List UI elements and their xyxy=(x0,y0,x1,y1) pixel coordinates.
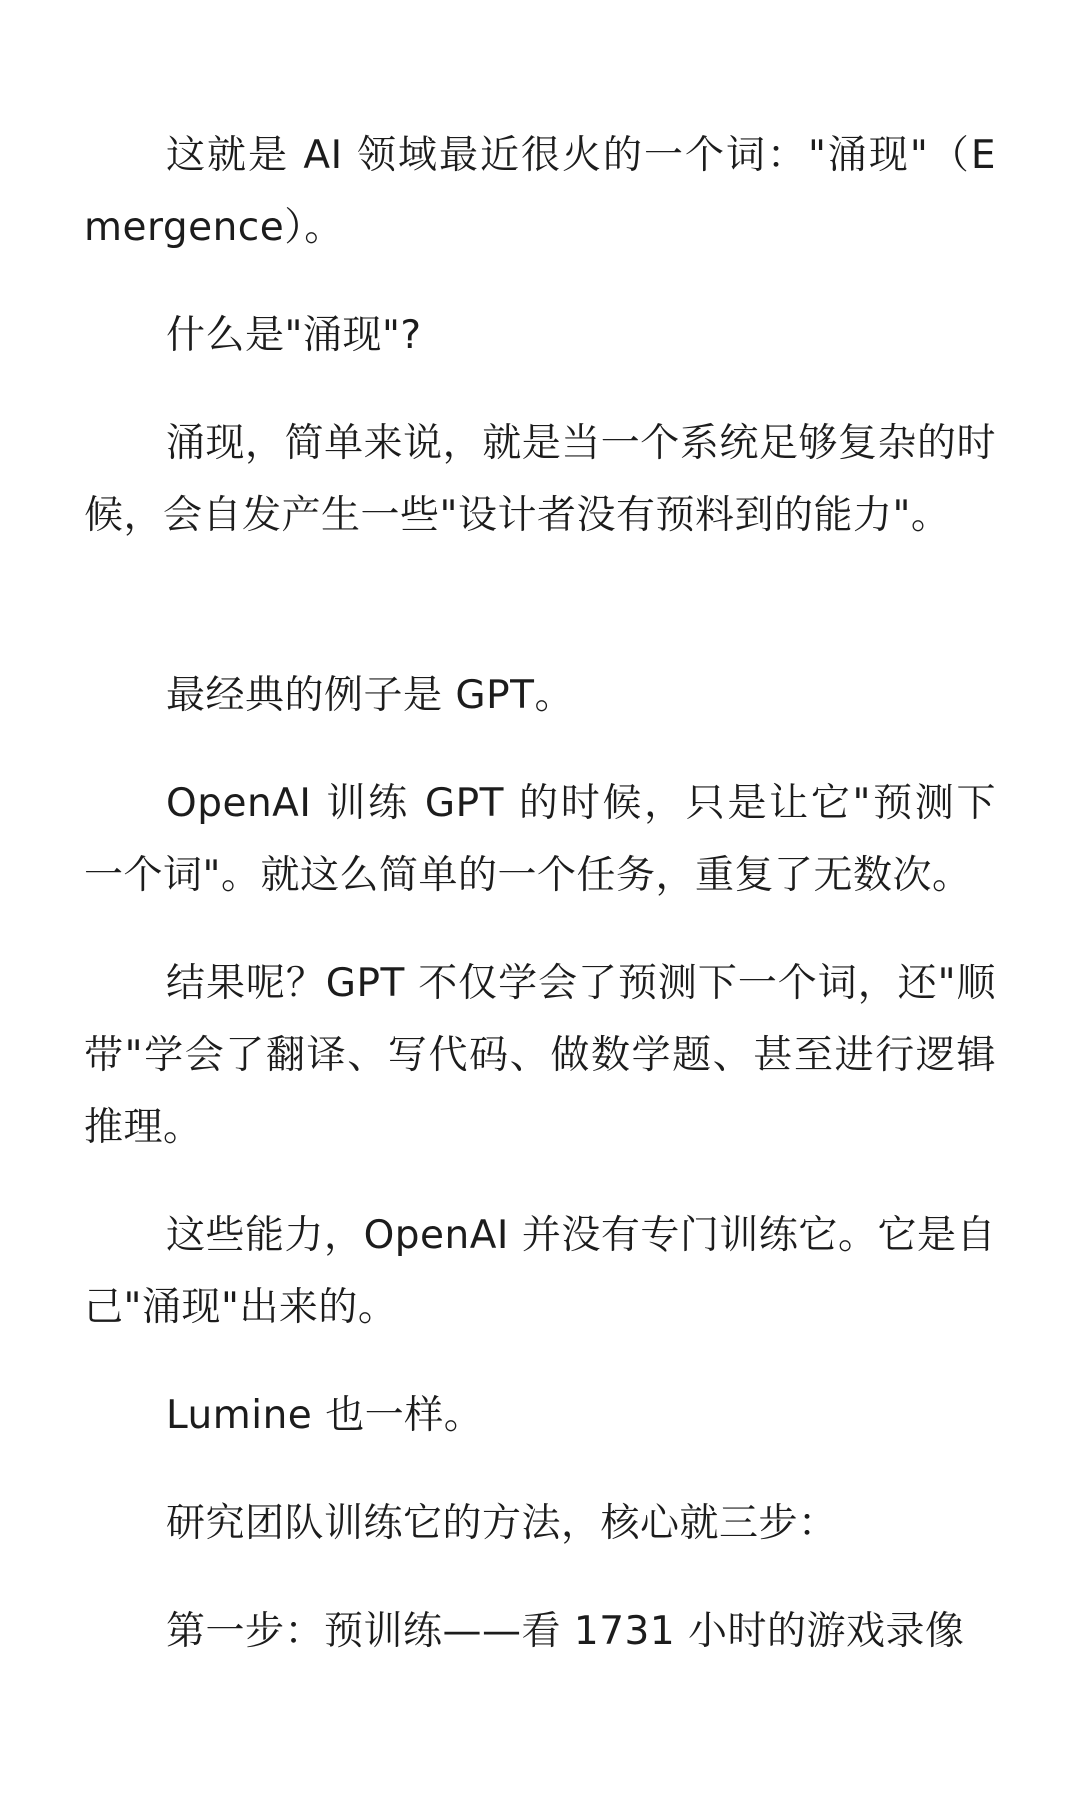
paragraph-not-trained: 这些能力，OpenAI 并没有专门训练它。它是自己"涌现"出来的。 xyxy=(84,1213,996,1330)
paragraph-emergence-intro: 这就是 AI 领域最近很火的一个词："涌现"（Emergence）。 xyxy=(84,133,996,250)
paragraph-gpt-example: 最经典的例子是 GPT。 xyxy=(166,673,574,718)
paragraph-lumine: Lumine 也一样。 xyxy=(166,1393,484,1438)
paragraph-emergence-definition: 涌现，简单来说，就是当一个系统足够复杂的时候，会自发产生一些"设计者没有预料到的能力"。 xyxy=(84,421,996,538)
paragraph-step-one: 第一步：预训练——看 1731 小时的游戏录像 xyxy=(166,1609,965,1654)
paragraph-three-steps: 研究团队训练它的方法，核心就三步： xyxy=(166,1501,838,1546)
paragraph-what-is-emergence: 什么是"涌现"? xyxy=(166,313,422,358)
paragraph-gpt-training: OpenAI 训练 GPT 的时候，只是让它"预测下一个词"。就这么简单的一个任务，重复了无数次。 xyxy=(84,781,996,898)
paragraph-gpt-results: 结果呢？GPT 不仅学会了预测下一个词，还"顺带"学会了翻译、写代码、做数学题、甚至进行逻辑推理。 xyxy=(84,961,996,1150)
